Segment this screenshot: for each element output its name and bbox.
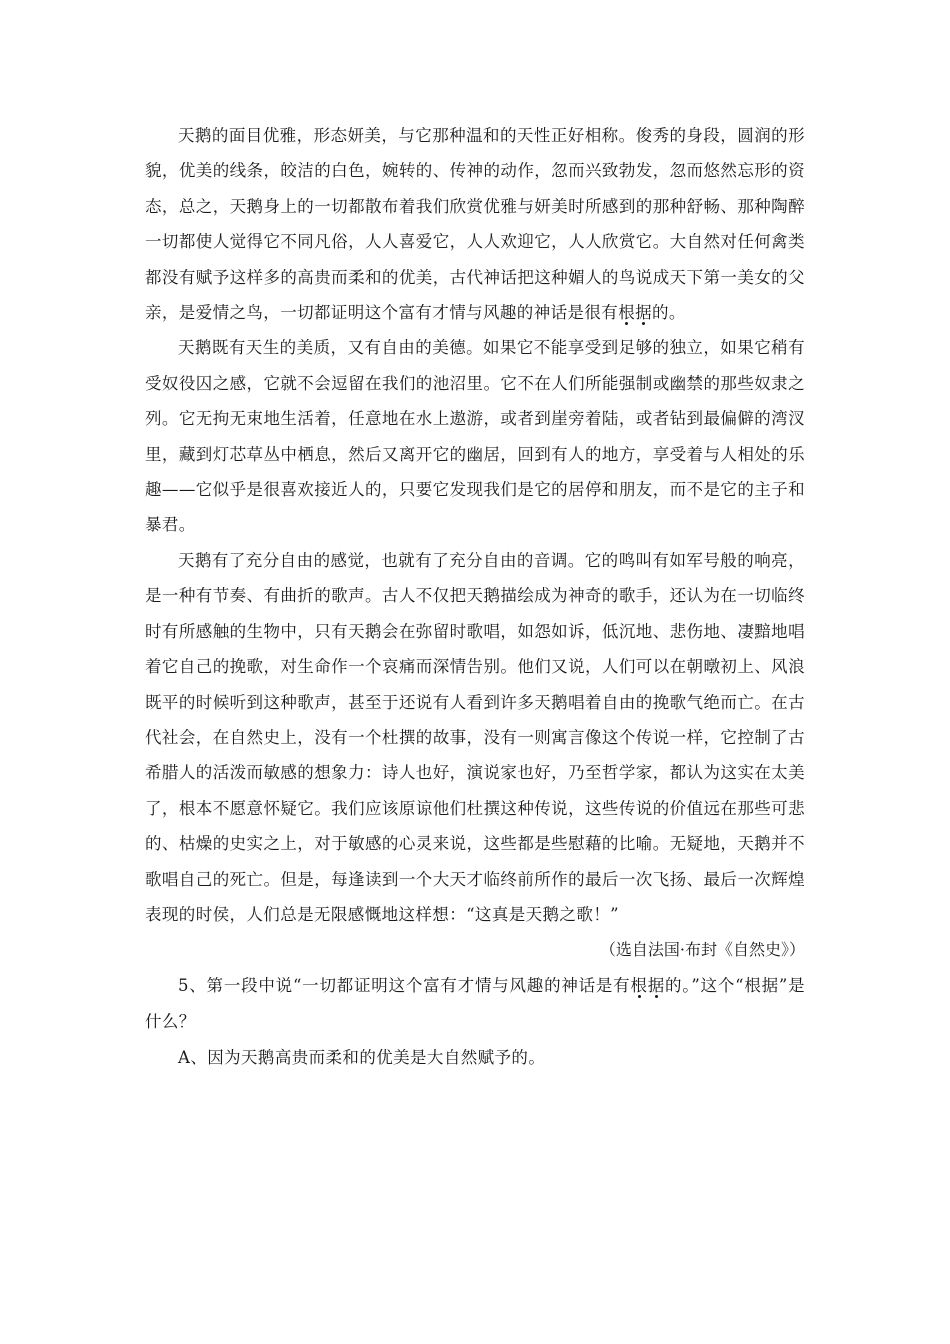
question-emphasis-char-gen: 根 bbox=[630, 976, 648, 996]
paragraph-3: 天鹅有了充分自由的感觉，也就有了充分自由的音调。它的鸣叫有如军号般的响亮，是一种有节奏、有曲折的歌声。古人不仅把天鹅描绘成为神奇的歌手，还认为在一切临终时有所感触的生物中，只有天鹅会在弥留时歌唱，如怨如诉，低沉地、悲伤地、凄黯地唱着它自己的挽歌，对生命作一个哀痛而深情告别。他们又说，人们可以在朝暾初上、风浪既平的时候听到这种歌声，甚至于还说有人看到许多天鹅唱着自由的挽歌气绝而亡。在古代社会，在自然史上，没有一个杜撰的故事，没有一则寓言像这个传说一样，它控制了古希腊人的活泼而敏感的想象力：诗人也好，演说家也好，乃至哲学家，都认为这实在太美了，根本不愿意怀疑它。我们应该原谅他们杜撰这种传说，这些传说的价值远在那些可悲的、枯燥的史实之上，对于敏感的心灵来说，这些都是些慰藉的比喻。无疑地，天鹅并不歌唱自己的死亡。但是，每逢读到一个大天才临终前所作的最后一次飞扬、最后一次辉煌表现的时侯，人们总是无限感慨地这样想：“这真是天鹅之歌！” bbox=[145, 550, 805, 924]
paragraph-1-ending: 的。 bbox=[652, 303, 686, 323]
question-5-ending: 的。”这个“根据”是什么？ bbox=[145, 976, 805, 1032]
source-citation: （选自法国·布封《自然史》） bbox=[599, 940, 805, 960]
question-emphasis-char-ju: 据 bbox=[647, 976, 666, 996]
paragraph-2: 天鹅既有天生的美质，又有自由的美德。如果它不能享受到足够的独立，如果它稍有受奴役囚之感，它就不会逗留在我们的池沼里。它不在人们所能强制或幽禁的那些奴隶之列。它无拘无束地生活着，任意地在水上遨游，或者到崖旁着陆，或者钻到最偏僻的湾汊里，藏到灯芯草丛中栖息，然后又离开它的幽居，回到有人的地方，享受着与人相处的乐趣——它似乎是很喜欢接近人的，只要它发现我们是它的居停和朋友，而不是它的主子和暴君。 bbox=[145, 338, 805, 535]
question-5 bbox=[145, 968, 805, 1040]
emphasis-char-gen: 根 bbox=[618, 303, 636, 323]
answer-option-a: A、因为天鹅高贵而柔和的优美是大自然赋予的。 bbox=[178, 1048, 546, 1068]
document-page bbox=[145, 118, 805, 1076]
paragraph-1 bbox=[145, 118, 805, 330]
question-5-text: 5、第一段中说“一切都证明这个富有才情与风趣的神话是有 bbox=[178, 976, 631, 996]
emphasis-char-ju: 据 bbox=[635, 303, 653, 323]
paragraph-1-text: 天鹅的面目优雅，形态妍美，与它那种温和的天性正好相称。俊秀的身段，圆润的形貌，优美的线条，皎洁的白色，婉转的、传神的动作，忽而兴致勃发，忽而悠然忘形的资态，总之，天鹅身上的一切都散布着我们欣赏优雅与妍美时所感到的那种舒畅、那种陶醉一切都使人觉得它不同凡俗，人人喜爱它，人人欢迎它，人人欣赏它。大自然对任何禽类都没有赋予这样多的高贵而柔和的优美，古代神话把这种媚人的鸟说成天下第一美女的父亲，是爱情之鸟，一切都证明这个富有才情与风趣的神话是很有 bbox=[145, 126, 805, 323]
